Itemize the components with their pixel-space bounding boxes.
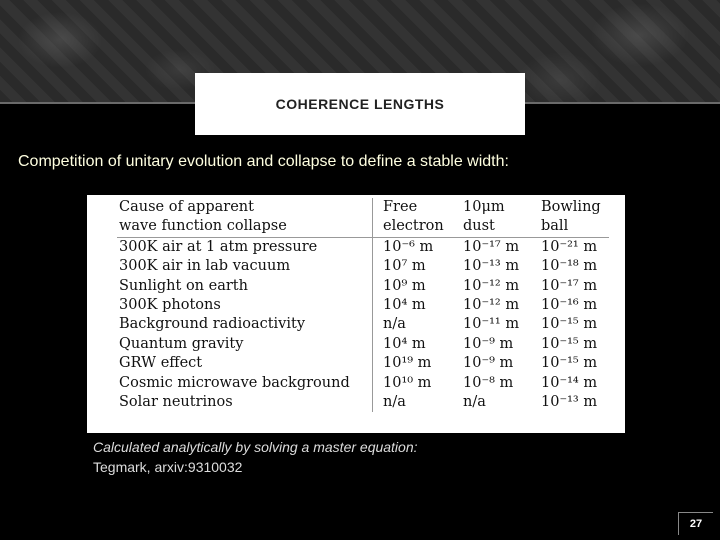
- table-row: [117, 354, 609, 373]
- coherence-table: [117, 198, 609, 412]
- table-header-row: [117, 198, 609, 217]
- table-row: [117, 237, 609, 257]
- page-number: 27: [678, 512, 713, 535]
- table-cell: 10⁻¹³ m: [541, 394, 598, 411]
- table-cell: n/a: [383, 316, 406, 333]
- table-header-row: [117, 217, 609, 237]
- header-cell: Bowling: [541, 199, 601, 215]
- table-cell: 10⁻¹⁷ m: [463, 238, 520, 255]
- slide-subtitle: Competition of unitary evolution and collapse to define a stable width:: [18, 153, 509, 170]
- table-cell: GRW effect: [117, 354, 373, 373]
- coherence-table-card: [87, 195, 625, 433]
- header-cell: dust: [461, 217, 539, 237]
- table-cell: n/a: [463, 394, 486, 411]
- table-cell: Cosmic microwave background: [117, 374, 373, 393]
- table-cell: 10⁻¹² m: [463, 277, 520, 294]
- table-cell: 10⁻¹⁵ m: [541, 316, 598, 333]
- table-cell: n/a: [383, 394, 406, 411]
- table-cell: 10⁻¹² m: [463, 297, 520, 314]
- caption-line-2: Tegmark, arxiv:9310032: [93, 459, 243, 475]
- header-cell: Free: [383, 199, 418, 215]
- header-cell: Cause of apparent: [117, 198, 373, 217]
- table-cell: 10⁻¹¹ m: [463, 316, 520, 333]
- header-cell: ball: [539, 217, 609, 237]
- table-cell: 10⁻¹⁶ m: [541, 297, 598, 314]
- table-row: [117, 315, 609, 334]
- table-cell: 300K air in lab vacuum: [117, 257, 373, 276]
- table-cell: 10⁴ m: [383, 297, 426, 314]
- table-row: [117, 393, 609, 412]
- table-cell: 300K air at 1 atm pressure: [117, 237, 373, 257]
- table-cell: 10⁴ m: [383, 335, 426, 352]
- table-row: [117, 277, 609, 296]
- table-cell: 10⁻²¹ m: [541, 238, 598, 255]
- slide-title: COHERENCE LENGTHS: [275, 96, 445, 112]
- table-cell: Sunlight on earth: [117, 277, 373, 296]
- table-cell: 10⁻¹³ m: [463, 258, 520, 275]
- table-cell: 10⁻¹⁵ m: [541, 335, 598, 352]
- table-cell: 10¹⁹ m: [383, 355, 432, 372]
- table-cell: 10¹⁰ m: [383, 374, 432, 391]
- table-cell: 10⁻¹⁷ m: [541, 277, 598, 294]
- header-cell: electron: [373, 217, 462, 237]
- table-cell: 10⁹ m: [383, 277, 426, 294]
- table-cell: 10⁻⁸ m: [463, 374, 514, 391]
- table-row: [117, 296, 609, 315]
- table-cell: 10⁷ m: [383, 258, 426, 275]
- caption-line-1: Calculated analytically by solving a master equation:: [93, 439, 418, 455]
- table-cell: 10⁻¹⁵ m: [541, 355, 598, 372]
- table-cell: 10⁻¹⁴ m: [541, 374, 598, 391]
- table-cell: 10⁻⁹ m: [463, 355, 514, 372]
- table-cell: 10⁻⁹ m: [463, 335, 514, 352]
- caption: [93, 437, 418, 477]
- table-cell: 10⁻⁶ m: [383, 238, 434, 255]
- table-row: [117, 374, 609, 393]
- header-cell: wave function collapse: [117, 217, 373, 237]
- title-box: [195, 73, 525, 135]
- table-cell: 10⁻¹⁸ m: [541, 258, 598, 275]
- header-cell: 10μm: [463, 199, 505, 215]
- table-row: [117, 335, 609, 354]
- table-cell: Solar neutrinos: [117, 393, 373, 412]
- table-row: [117, 257, 609, 276]
- table-cell: 300K photons: [117, 296, 373, 315]
- table-cell: Quantum gravity: [117, 335, 373, 354]
- table-cell: Background radioactivity: [117, 315, 373, 334]
